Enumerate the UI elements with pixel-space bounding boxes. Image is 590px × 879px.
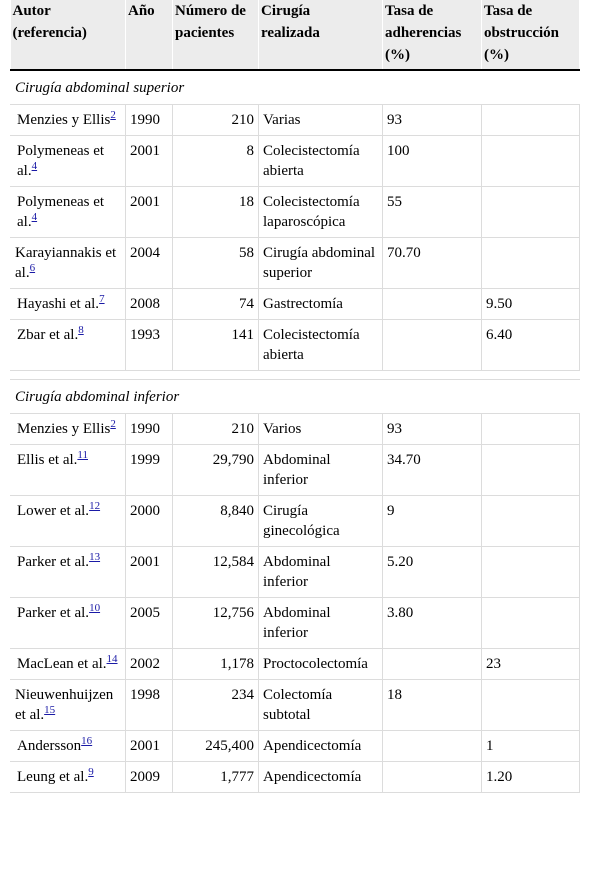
section-header-row bbox=[11, 380, 580, 414]
col-surgery-header bbox=[259, 0, 383, 70]
author-name: Hayashi et al. bbox=[17, 296, 100, 312]
patients-cell: 234 bbox=[173, 680, 259, 731]
year-cell: 2002 bbox=[126, 649, 173, 680]
obstruction-rate-cell bbox=[482, 547, 580, 598]
header-line: Tasa de bbox=[385, 3, 434, 19]
obstruction-rate-cell bbox=[482, 496, 580, 547]
surgery-cell: Colecistectomía abierta bbox=[259, 136, 383, 187]
author-cell bbox=[11, 649, 126, 680]
obstruction-rate-cell bbox=[482, 238, 580, 289]
reference-link[interactable]: 12 bbox=[89, 500, 101, 512]
col-author-header bbox=[11, 0, 126, 70]
year-cell: 1998 bbox=[126, 680, 173, 731]
col-obstruction-rate-header bbox=[482, 0, 580, 70]
author-name: Andersson bbox=[17, 738, 82, 754]
table-row bbox=[11, 731, 580, 762]
author-name: Leung et al. bbox=[17, 769, 89, 785]
surgery-cell: Colectomía subtotal bbox=[259, 680, 383, 731]
surgery-cell: Proctocolectomía bbox=[259, 649, 383, 680]
table-row bbox=[11, 136, 580, 187]
table-row bbox=[11, 105, 580, 136]
year-cell: 2008 bbox=[126, 289, 173, 320]
year-cell: 2001 bbox=[126, 547, 173, 598]
author-cell bbox=[11, 320, 126, 371]
reference-link[interactable]: 2 bbox=[110, 109, 116, 121]
adhesion-rate-cell bbox=[383, 649, 482, 680]
author-name: Menzies y Ellis bbox=[17, 421, 111, 437]
author-cell bbox=[11, 598, 126, 649]
adhesion-rate-cell: 93 bbox=[383, 105, 482, 136]
surgery-cell: Abdominal inferior bbox=[259, 445, 383, 496]
reference-link[interactable]: 6 bbox=[29, 262, 36, 274]
obstruction-rate-cell bbox=[482, 187, 580, 238]
table-row bbox=[11, 320, 580, 371]
reference-link[interactable]: 11 bbox=[77, 449, 88, 461]
patients-cell: 210 bbox=[173, 414, 259, 445]
surgery-cell: Apendicectomía bbox=[259, 731, 383, 762]
reference-link[interactable]: 2 bbox=[110, 418, 116, 430]
table-row bbox=[11, 680, 580, 731]
reference-link[interactable]: 4 bbox=[31, 211, 38, 223]
section-header-row bbox=[11, 70, 580, 105]
obstruction-rate-cell: 23 bbox=[482, 649, 580, 680]
author-cell bbox=[11, 238, 126, 289]
patients-cell: 74 bbox=[173, 289, 259, 320]
author-cell bbox=[11, 414, 126, 445]
adhesion-rate-cell bbox=[383, 289, 482, 320]
header-line: adherencias bbox=[385, 25, 462, 41]
patients-cell: 29,790 bbox=[173, 445, 259, 496]
header-line: Autor bbox=[12, 3, 51, 19]
header-line: (referencia) bbox=[12, 25, 87, 41]
patients-cell: 1,777 bbox=[173, 762, 259, 793]
table-row bbox=[11, 289, 580, 320]
author-cell bbox=[11, 496, 126, 547]
header-line: pacientes bbox=[175, 25, 235, 41]
obstruction-rate-cell: 6.40 bbox=[482, 320, 580, 371]
patients-cell: 245,400 bbox=[173, 731, 259, 762]
adhesion-rate-cell: 34.70 bbox=[383, 445, 482, 496]
section-title: Cirugía abdominal superior bbox=[11, 70, 580, 105]
reference-link[interactable]: 7 bbox=[99, 293, 105, 305]
author-cell bbox=[11, 680, 126, 731]
header-row bbox=[11, 0, 580, 70]
section-spacer bbox=[11, 371, 580, 380]
table-row bbox=[11, 496, 580, 547]
adhesion-rate-cell bbox=[383, 731, 482, 762]
surgery-cell: Abdominal inferior bbox=[259, 547, 383, 598]
year-cell: 2000 bbox=[126, 496, 173, 547]
year-cell: 1990 bbox=[126, 414, 173, 445]
patients-cell: 12,756 bbox=[173, 598, 259, 649]
header-line: (%) bbox=[385, 47, 410, 63]
col-adhesion-rate-header bbox=[383, 0, 482, 70]
header-line: Cirugía bbox=[261, 3, 311, 19]
year-cell: 2004 bbox=[126, 238, 173, 289]
adhesion-rate-cell: 5.20 bbox=[383, 547, 482, 598]
author-name: Parker et al. bbox=[17, 605, 90, 621]
surgery-cell: Varios bbox=[259, 414, 383, 445]
obstruction-rate-cell bbox=[482, 598, 580, 649]
reference-link[interactable]: 10 bbox=[89, 602, 101, 614]
adhesion-rate-cell: 93 bbox=[383, 414, 482, 445]
author-name: Nieuwenhuijzen et al. bbox=[15, 687, 114, 723]
reference-link[interactable]: 8 bbox=[78, 324, 84, 336]
header-line: (%) bbox=[484, 47, 509, 63]
obstruction-rate-cell bbox=[482, 105, 580, 136]
obstruction-rate-cell bbox=[482, 414, 580, 445]
surgery-cell: Apendicectomía bbox=[259, 762, 383, 793]
adhesion-rate-cell: 18 bbox=[383, 680, 482, 731]
table-row bbox=[11, 762, 580, 793]
adhesion-rate-cell bbox=[383, 762, 482, 793]
surgery-cell: Colecistectomía abierta bbox=[259, 320, 383, 371]
year-cell: 1993 bbox=[126, 320, 173, 371]
col-patients-header bbox=[173, 0, 259, 70]
adhesion-rate-cell bbox=[383, 320, 482, 371]
patients-cell: 1,178 bbox=[173, 649, 259, 680]
obstruction-rate-cell: 9.50 bbox=[482, 289, 580, 320]
year-cell: 2001 bbox=[126, 136, 173, 187]
section-title: Cirugía abdominal inferior bbox=[11, 380, 580, 414]
table-row bbox=[11, 187, 580, 238]
table-row bbox=[11, 238, 580, 289]
author-name: Karayiannakis et al. bbox=[15, 245, 117, 281]
surgery-cell: Gastrectomía bbox=[259, 289, 383, 320]
author-cell bbox=[11, 187, 126, 238]
patients-cell: 58 bbox=[173, 238, 259, 289]
header-line: Año bbox=[128, 3, 155, 19]
year-cell: 2005 bbox=[126, 598, 173, 649]
author-cell bbox=[11, 445, 126, 496]
col-year-header bbox=[126, 0, 173, 70]
patients-cell: 12,584 bbox=[173, 547, 259, 598]
author-cell bbox=[11, 136, 126, 187]
patients-cell: 18 bbox=[173, 187, 259, 238]
author-name: Polymeneas et al. bbox=[17, 143, 105, 179]
adhesion-rate-cell: 100 bbox=[383, 136, 482, 187]
reference-link[interactable]: 14 bbox=[106, 653, 118, 665]
author-name: Polymeneas et al. bbox=[17, 194, 105, 230]
author-name: Lower et al. bbox=[17, 503, 90, 519]
surgery-cell: Abdominal inferior bbox=[259, 598, 383, 649]
adhesion-rate-cell: 9 bbox=[383, 496, 482, 547]
obstruction-rate-cell bbox=[482, 445, 580, 496]
surgery-cell: Cirugía ginecológica bbox=[259, 496, 383, 547]
author-cell bbox=[11, 105, 126, 136]
surgery-cell: Colecistectomía laparoscópica bbox=[259, 187, 383, 238]
author-name: Menzies y Ellis bbox=[17, 112, 111, 128]
reference-link[interactable]: 9 bbox=[88, 766, 94, 778]
patients-cell: 8 bbox=[173, 136, 259, 187]
obstruction-rate-cell: 1 bbox=[482, 731, 580, 762]
header-line: obstrucción bbox=[484, 25, 559, 41]
year-cell: 2001 bbox=[126, 731, 173, 762]
author-name: Ellis et al. bbox=[17, 452, 78, 468]
patients-cell: 210 bbox=[173, 105, 259, 136]
table-row bbox=[11, 649, 580, 680]
author-cell bbox=[11, 289, 126, 320]
author-name: MacLean et al. bbox=[17, 656, 107, 672]
obstruction-rate-cell bbox=[482, 680, 580, 731]
author-cell bbox=[11, 731, 126, 762]
surgery-cell: Cirugía abdominal superior bbox=[259, 238, 383, 289]
adhesion-rate-cell: 55 bbox=[383, 187, 482, 238]
author-name: Zbar et al. bbox=[17, 327, 79, 343]
reference-link[interactable]: 15 bbox=[44, 704, 56, 716]
table-row bbox=[11, 445, 580, 496]
header-line: Número de bbox=[175, 3, 246, 19]
year-cell: 2001 bbox=[126, 187, 173, 238]
surgery-cell: Varias bbox=[259, 105, 383, 136]
author-cell bbox=[11, 762, 126, 793]
adhesion-studies-table bbox=[10, 0, 580, 793]
header-line: realizada bbox=[261, 25, 320, 41]
table-row bbox=[11, 414, 580, 445]
reference-link[interactable]: 16 bbox=[81, 735, 93, 747]
table-row bbox=[11, 547, 580, 598]
reference-link[interactable]: 4 bbox=[31, 160, 38, 172]
year-cell: 2009 bbox=[126, 762, 173, 793]
adhesion-rate-cell: 70.70 bbox=[383, 238, 482, 289]
author-cell bbox=[11, 547, 126, 598]
author-name: Parker et al. bbox=[17, 554, 90, 570]
obstruction-rate-cell bbox=[482, 136, 580, 187]
year-cell: 1999 bbox=[126, 445, 173, 496]
adhesion-rate-cell: 3.80 bbox=[383, 598, 482, 649]
table-row bbox=[11, 598, 580, 649]
table-header bbox=[11, 0, 580, 70]
header-line: Tasa de bbox=[484, 3, 533, 19]
obstruction-rate-cell: 1.20 bbox=[482, 762, 580, 793]
year-cell: 1990 bbox=[126, 105, 173, 136]
table-body bbox=[11, 70, 580, 793]
patients-cell: 8,840 bbox=[173, 496, 259, 547]
reference-link[interactable]: 13 bbox=[89, 551, 101, 563]
patients-cell: 141 bbox=[173, 320, 259, 371]
